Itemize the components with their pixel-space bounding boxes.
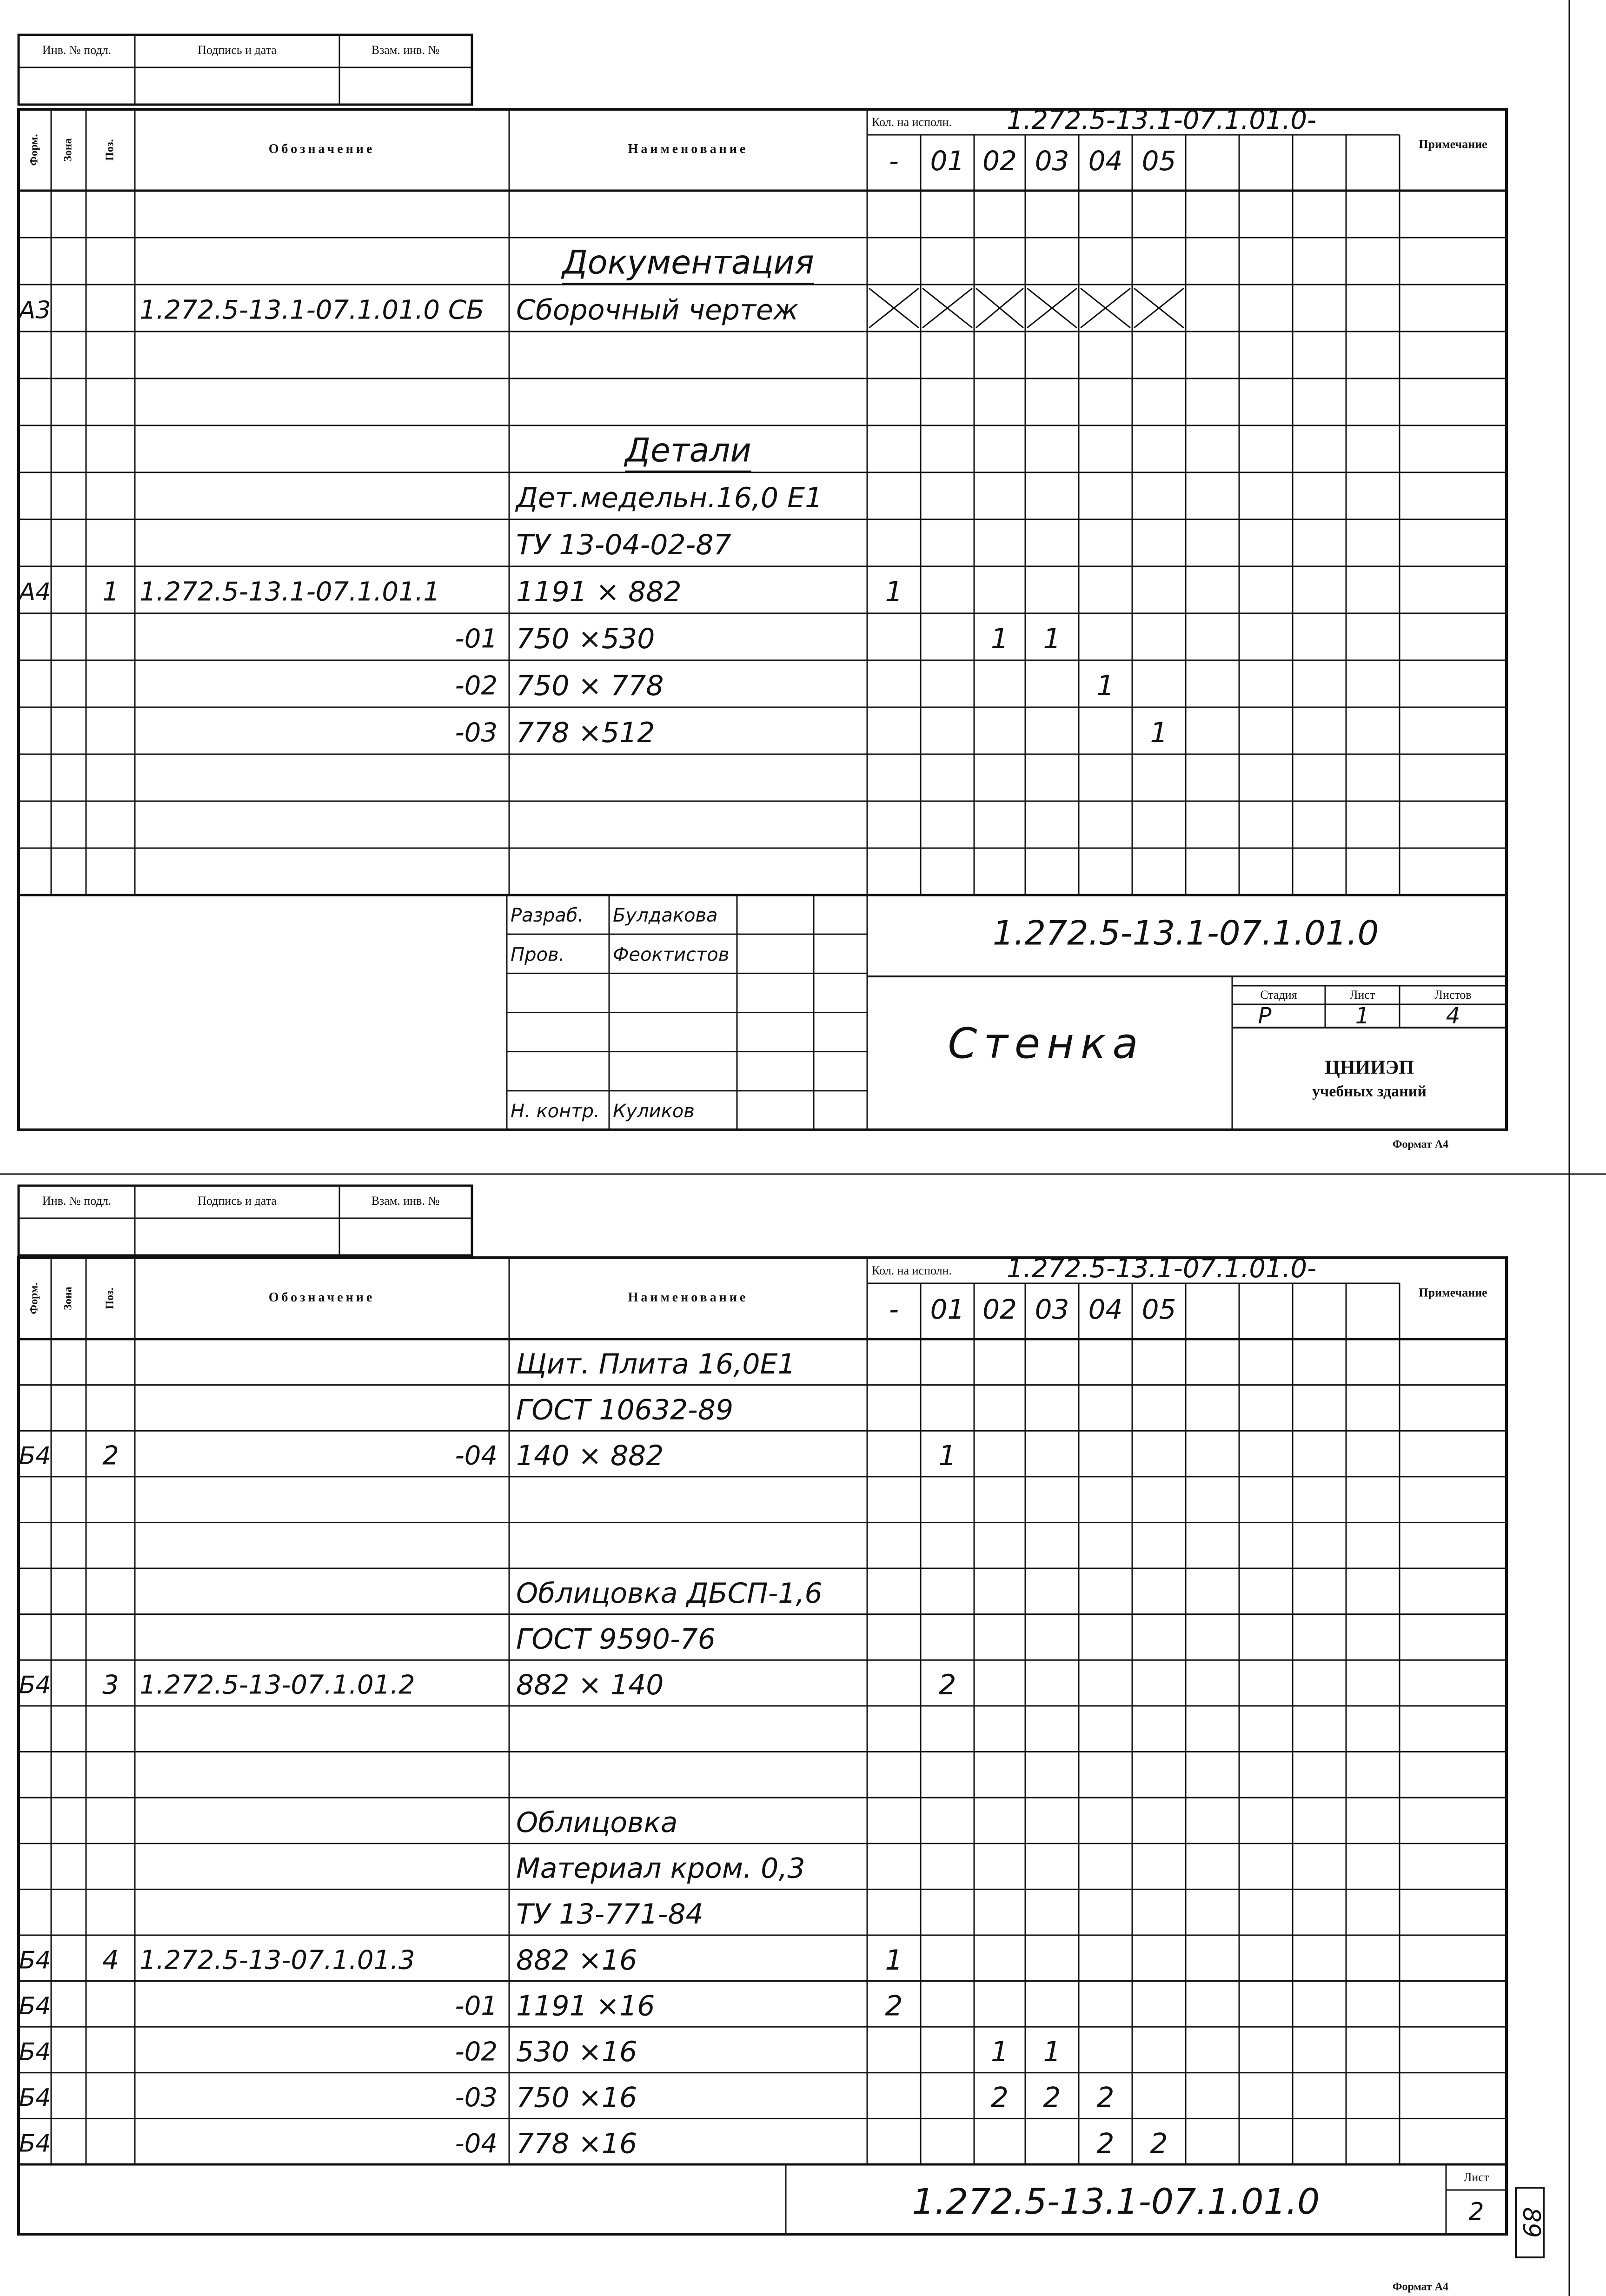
- stamp-doc-code: 1.272.5-13.1-07.1.01.0: [912, 2180, 1320, 2222]
- format-cell: Б4: [19, 1442, 51, 1470]
- name-cell: 882 ×16: [516, 1944, 637, 1977]
- variant-1: 01: [930, 1294, 965, 1326]
- format-cell: А3: [19, 296, 51, 325]
- format-label: Формат А4: [1392, 2281, 1449, 2293]
- quantity-cell: 1: [990, 2036, 1009, 2069]
- name-cell: ТУ 13-04-02-87: [516, 529, 731, 562]
- designation-header: Обозначение: [268, 141, 375, 156]
- name-cell: 1191 × 882: [516, 576, 682, 609]
- variant-2: 02: [982, 145, 1017, 177]
- column-header-vertical: Поз.: [104, 1287, 116, 1309]
- s2-qty-caption: Кол. на исполн.: [872, 1263, 952, 1277]
- stamp-name: Куликов: [613, 1100, 695, 1122]
- format-cell: Б4: [19, 1671, 51, 1699]
- variant-4: 04: [1088, 1294, 1123, 1326]
- name-cell: ГОСТ 10632-89: [516, 1394, 734, 1427]
- quantity-cell: 2: [1043, 2081, 1061, 2114]
- note-header: Примечание: [1419, 1286, 1487, 1300]
- quantity-cell: 1: [885, 576, 903, 609]
- variant-3: 03: [1035, 145, 1069, 177]
- designation-cell: -04: [455, 1440, 498, 1471]
- stamp-role: Пров.: [511, 944, 565, 966]
- format-cell: А4: [19, 578, 51, 606]
- quantity-cell: 1: [1043, 2036, 1061, 2069]
- designation-cell: 1.272.5-13-07.1.01.2: [139, 1670, 415, 1700]
- stamp-role: Н. контр.: [511, 1100, 600, 1122]
- column-header-vertical: Поз.: [104, 139, 116, 161]
- designation-cell: -03: [455, 717, 498, 748]
- designation-header: Обозначение: [268, 1290, 375, 1305]
- designation-cell: -01: [455, 624, 498, 654]
- s2-qty-code: 1.272.5-13.1-07.1.01.0-: [1007, 1254, 1317, 1284]
- quantity-cell: 2: [1096, 2081, 1115, 2114]
- quantity-cell: 2: [1096, 2127, 1115, 2160]
- designation-cell: -02: [455, 2037, 498, 2067]
- name-cell: 778 ×16: [516, 2127, 637, 2160]
- name-cell: 530 ×16: [516, 2036, 637, 2069]
- name-cell: 882 × 140: [516, 1669, 664, 1702]
- quantity-cell: 1: [990, 623, 1009, 656]
- quantity-cell: 1: [1096, 670, 1115, 703]
- column-header-vertical: Форм.: [28, 1282, 40, 1314]
- name-cell: ГОСТ 9590-76: [516, 1623, 716, 1656]
- variant-base: -: [889, 145, 899, 177]
- inv-no-label: Инв. № подл.: [42, 1194, 112, 1208]
- section-heading: Детали: [625, 431, 751, 470]
- stamp-name: Феоктистов: [613, 944, 730, 966]
- page-number: 89: [1517, 2207, 1545, 2238]
- name-cell: 140 × 882: [516, 1440, 664, 1473]
- column-header-vertical: Зона: [62, 1287, 74, 1310]
- stage-value: Р: [1258, 1003, 1272, 1029]
- designation-cell: -03: [455, 2083, 498, 2113]
- designation-cell: 1.272.5-13.1-07.1.01.0 СБ: [139, 295, 484, 325]
- name-cell: ТУ 13-771-84: [516, 1898, 703, 1931]
- sheet-value: 1: [1355, 1003, 1370, 1029]
- format-cell: Б4: [19, 2038, 51, 2066]
- sheets-label: Листов: [1434, 988, 1472, 1002]
- format-cell: Б4: [19, 2084, 51, 2112]
- quantity-cell: 2: [990, 2081, 1009, 2114]
- variant-base: -: [889, 1294, 899, 1326]
- format-cell: Б4: [19, 1946, 51, 1975]
- column-header-vertical: Форм.: [28, 134, 40, 166]
- s1-qty-caption: Кол. на исполн.: [872, 115, 952, 129]
- variant-5: 05: [1141, 1294, 1176, 1326]
- stamp-name: Булдакова: [613, 905, 718, 927]
- variant-2: 02: [982, 1294, 1017, 1326]
- sheet-label: Лист: [1349, 988, 1375, 1002]
- inv-no-label: Инв. № подл.: [42, 43, 112, 57]
- quantity-cell: 2: [1150, 2127, 1168, 2160]
- sheets-value: 4: [1446, 1003, 1460, 1029]
- designation-cell: -01: [455, 1991, 498, 2022]
- replace-inv-label: Взам. инв. №: [371, 1194, 440, 1208]
- designation-cell: 1.272.5-13.1-07.1.01.1: [139, 577, 440, 607]
- name-header: Наименование: [628, 141, 749, 156]
- name-cell: 1191 ×16: [516, 1990, 655, 2023]
- position-cell: 1: [102, 577, 119, 607]
- stamp-item-name: Стенка: [948, 1019, 1145, 1068]
- sheet-label: Лист: [1463, 2170, 1489, 2184]
- variant-4: 04: [1088, 145, 1123, 177]
- position-cell: 2: [102, 1440, 119, 1471]
- sign-date-label: Подпись и дата: [198, 43, 277, 57]
- format-cell: Б4: [19, 1992, 51, 2020]
- sheet2-frame: [19, 1258, 1506, 2234]
- name-cell: Облицовка ДБСП-1,6: [516, 1577, 823, 1610]
- variant-1: 01: [930, 145, 965, 177]
- variant-5: 05: [1141, 145, 1176, 177]
- stamp-doc-code: 1.272.5-13.1-07.1.01.0: [992, 913, 1379, 953]
- variant-3: 03: [1035, 1294, 1069, 1326]
- org-name: ЦНИИЭП: [1325, 1057, 1414, 1079]
- stamp-role: Разраб.: [511, 905, 584, 927]
- column-header-vertical: Зона: [62, 138, 74, 162]
- name-cell: Дет.медельн.16,0 Е1: [516, 482, 823, 515]
- name-cell: Облицовка: [516, 1806, 678, 1839]
- designation-cell: -04: [455, 2128, 498, 2159]
- format-cell: Б4: [19, 2130, 51, 2158]
- quantity-cell: 2: [885, 1990, 903, 2023]
- position-cell: 3: [102, 1670, 119, 1700]
- org-subname: учебных зданий: [1312, 1082, 1427, 1100]
- section-heading: Документация: [562, 243, 814, 282]
- name-cell: 750 × 778: [516, 670, 664, 703]
- name-header: Наименование: [628, 1290, 749, 1305]
- format-label: Формат А4: [1392, 1138, 1449, 1151]
- name-cell: Щит. Плита 16,0Е1: [516, 1347, 796, 1380]
- quantity-cell: 1: [938, 1440, 956, 1473]
- sheet-value: 2: [1468, 2198, 1484, 2226]
- position-cell: 4: [102, 1945, 119, 1976]
- quantity-cell: 2: [938, 1669, 956, 1702]
- name-cell: 750 ×16: [516, 2081, 637, 2114]
- sign-date-label: Подпись и дата: [198, 1194, 277, 1208]
- quantity-cell: 1: [1150, 717, 1168, 750]
- quantity-cell: 1: [885, 1944, 903, 1977]
- designation-cell: 1.272.5-13-07.1.01.3: [139, 1945, 415, 1976]
- name-cell: 778 ×512: [516, 717, 655, 750]
- designation-cell: -02: [455, 670, 498, 701]
- s1-qty-code: 1.272.5-13.1-07.1.01.0-: [1007, 105, 1317, 136]
- name-cell: Сборочный чертеж: [516, 294, 798, 327]
- replace-inv-label: Взам. инв. №: [371, 43, 440, 57]
- name-cell: Материал кром. 0,3: [516, 1852, 805, 1885]
- name-cell: 750 ×530: [516, 623, 655, 656]
- stage-label: Стадия: [1260, 988, 1297, 1002]
- quantity-cell: 1: [1043, 623, 1061, 656]
- note-header: Примечание: [1419, 137, 1487, 151]
